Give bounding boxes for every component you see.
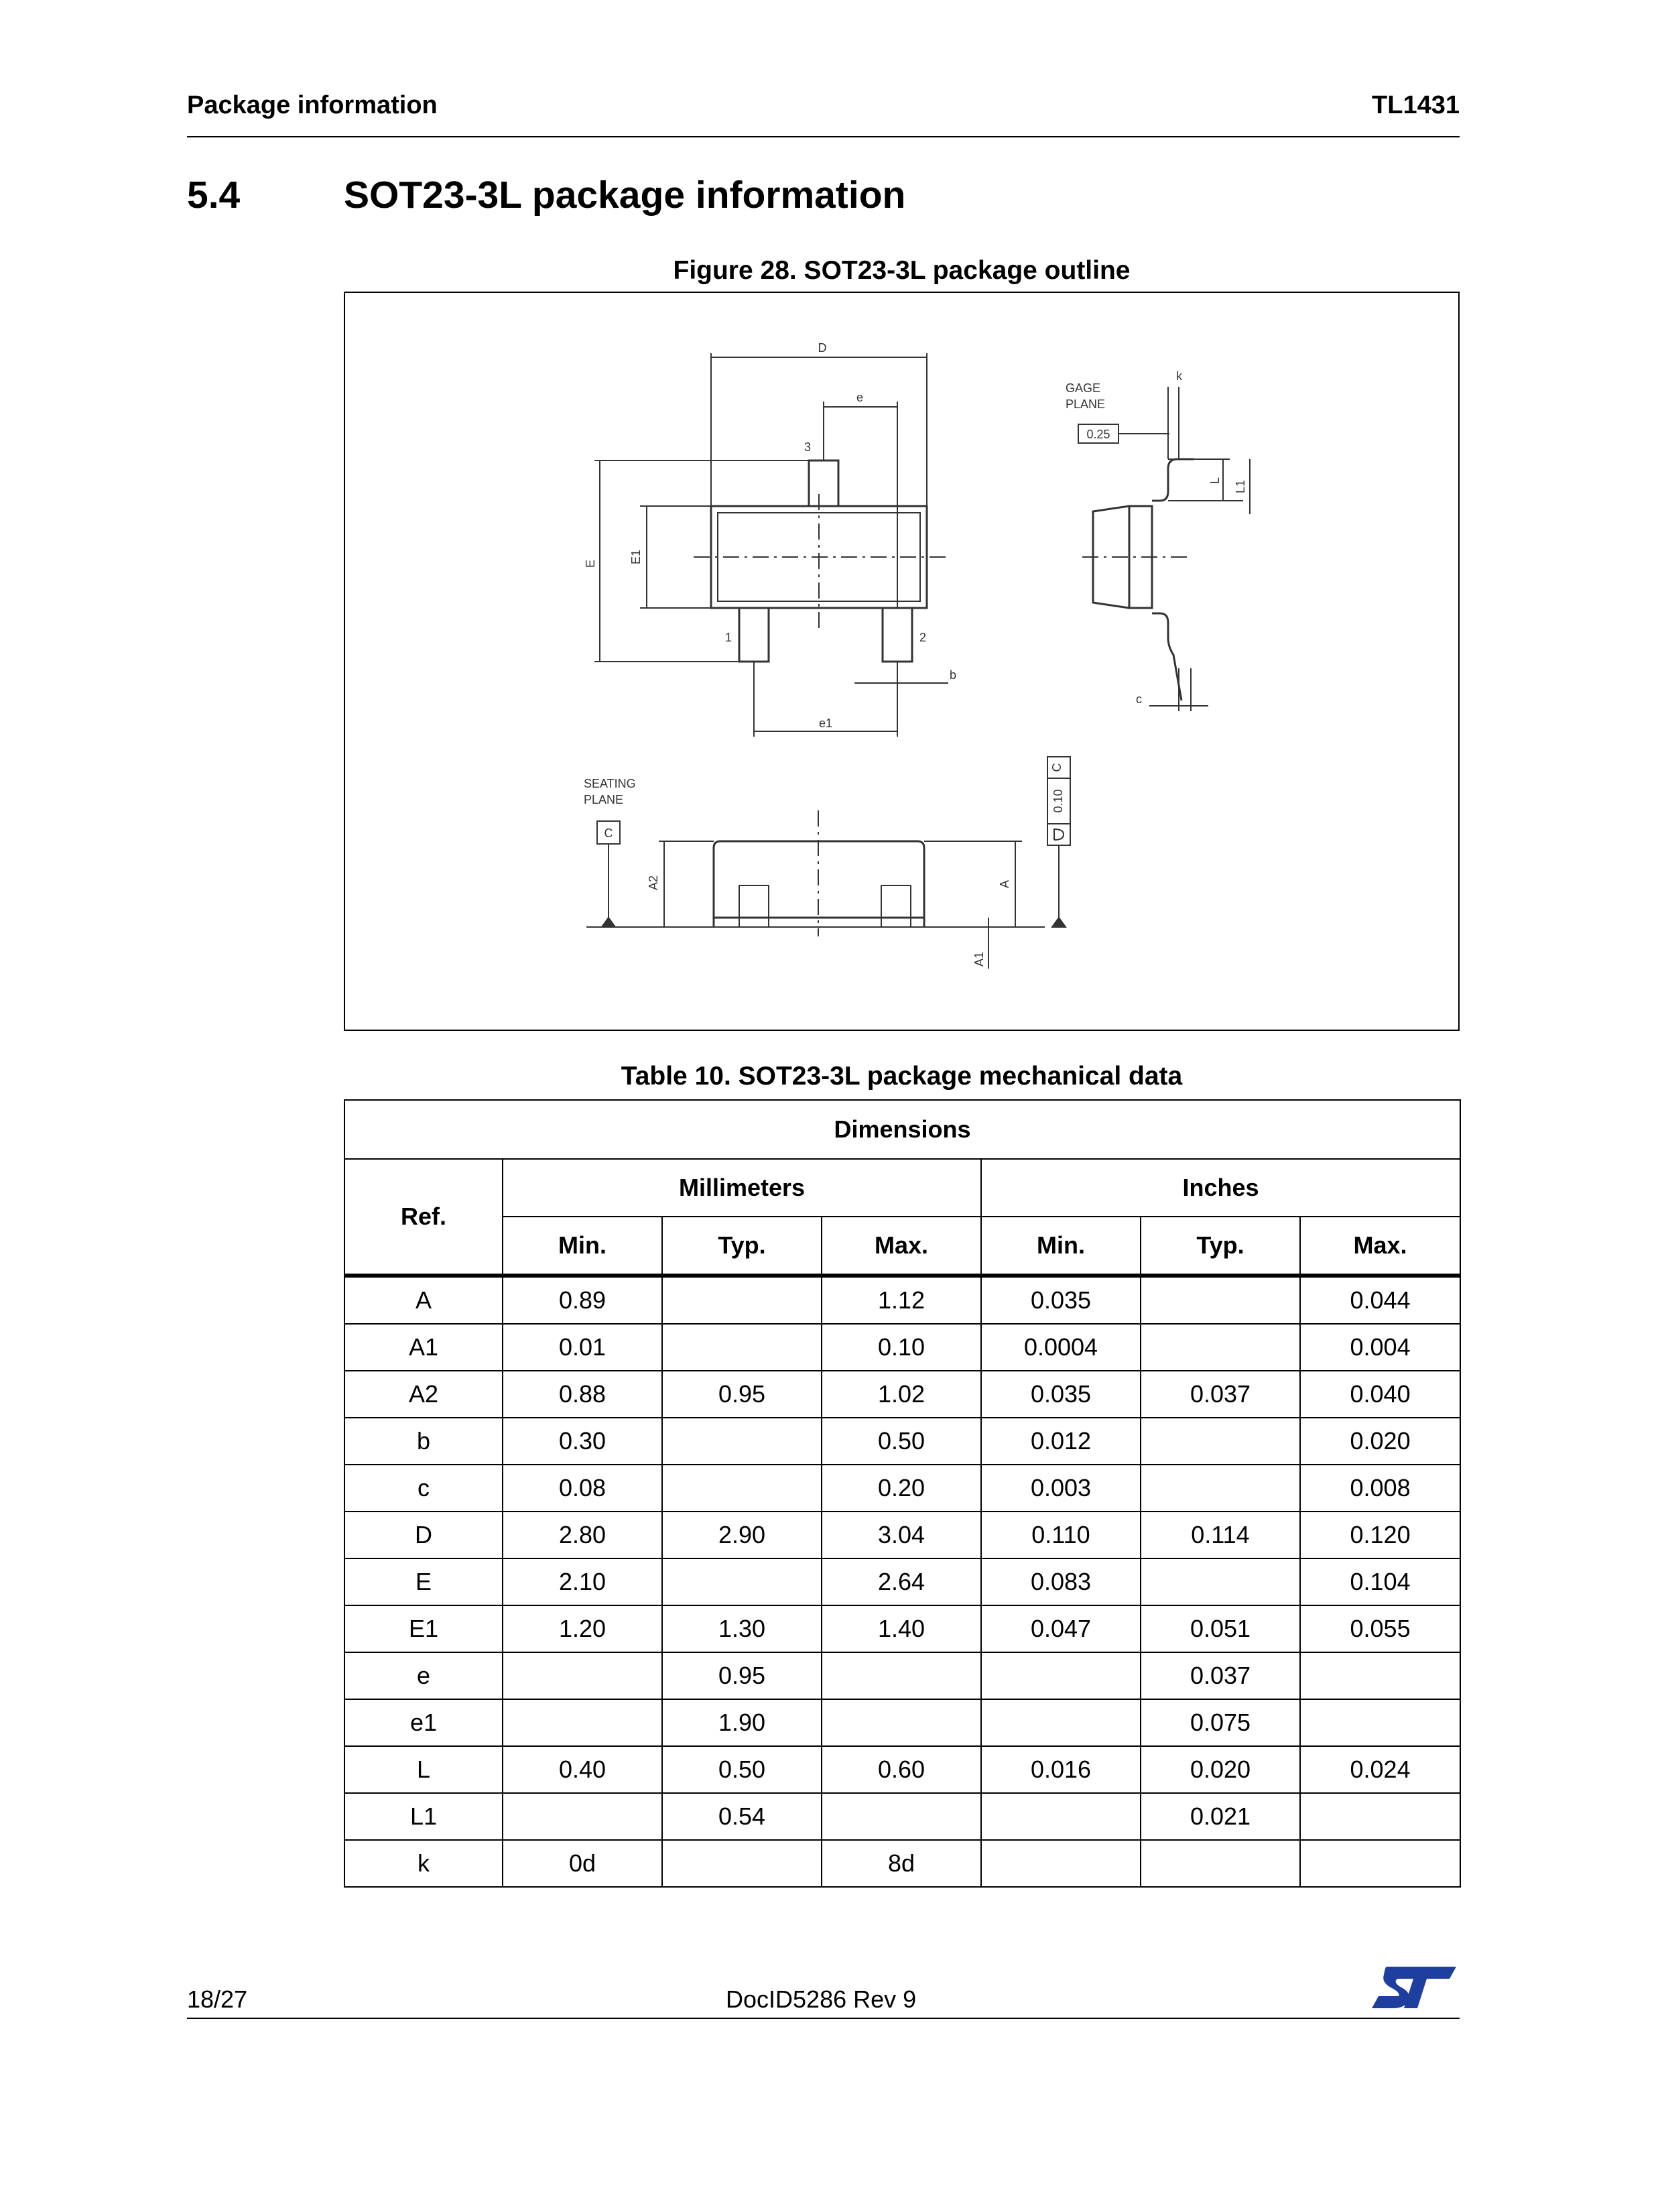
value-cell: 0.051 bbox=[1141, 1605, 1300, 1652]
value-cell: 0.60 bbox=[822, 1746, 981, 1793]
ref-cell: A bbox=[344, 1276, 503, 1324]
dimensions-header: Dimensions bbox=[344, 1100, 1460, 1159]
value-cell: 0.047 bbox=[981, 1605, 1141, 1652]
mm-typ-header: Typ. bbox=[662, 1217, 822, 1276]
value-cell: 0.89 bbox=[503, 1276, 662, 1324]
footer-divider bbox=[187, 2018, 1460, 2019]
value-cell: 1.30 bbox=[662, 1605, 822, 1652]
value-cell: 0.020 bbox=[1141, 1746, 1300, 1793]
ref-cell: A1 bbox=[344, 1324, 503, 1371]
value-cell: 0.037 bbox=[1141, 1371, 1300, 1418]
table-caption: Table 10. SOT23-3L package mechanical data bbox=[621, 1062, 1183, 1091]
label-k: k bbox=[1176, 369, 1182, 383]
value-cell bbox=[503, 1699, 662, 1746]
table-row bbox=[344, 1465, 1460, 1512]
header-section-name: Package information bbox=[187, 91, 438, 119]
value-cell: 0.037 bbox=[1141, 1652, 1300, 1699]
label-a2: A2 bbox=[647, 875, 660, 891]
value-cell: 8d bbox=[822, 1840, 981, 1887]
table-row bbox=[344, 1652, 1460, 1699]
flatness-symbol bbox=[1054, 829, 1064, 840]
mechanical-data-table bbox=[344, 1099, 1461, 1888]
ref-cell: e bbox=[344, 1652, 503, 1699]
value-cell bbox=[1141, 1558, 1300, 1605]
label-pin1: 1 bbox=[724, 631, 732, 644]
value-cell: 0.040 bbox=[1300, 1371, 1460, 1418]
label-pin2: 2 bbox=[919, 631, 927, 644]
value-cell: 0.30 bbox=[503, 1418, 662, 1465]
footer-page-number: 18/27 bbox=[187, 1985, 248, 2013]
ref-cell: c bbox=[344, 1465, 503, 1512]
value-cell bbox=[662, 1465, 822, 1512]
value-cell: 0.035 bbox=[981, 1371, 1141, 1418]
value-cell: 0.95 bbox=[662, 1652, 822, 1699]
value-cell: 0.044 bbox=[1300, 1276, 1460, 1324]
in-min-header: Min. bbox=[981, 1217, 1141, 1276]
value-cell bbox=[1141, 1276, 1300, 1324]
value-cell bbox=[822, 1699, 981, 1746]
value-cell: 0d bbox=[503, 1840, 662, 1887]
ref-cell: L bbox=[344, 1746, 503, 1793]
table-row bbox=[344, 1276, 1460, 1324]
value-cell bbox=[662, 1558, 822, 1605]
lead-top bbox=[1152, 459, 1194, 501]
value-cell bbox=[662, 1324, 822, 1371]
value-cell bbox=[662, 1418, 822, 1465]
value-cell: 0.012 bbox=[981, 1418, 1141, 1465]
value-cell: 1.02 bbox=[822, 1371, 981, 1418]
value-cell: 0.021 bbox=[1141, 1793, 1300, 1840]
in-typ-header: Typ. bbox=[1141, 1217, 1300, 1276]
value-cell: 2.64 bbox=[822, 1558, 981, 1605]
value-cell bbox=[1141, 1840, 1300, 1887]
value-cell: 0.01 bbox=[503, 1324, 662, 1371]
header-divider bbox=[187, 136, 1460, 137]
label-c: c bbox=[1136, 692, 1142, 706]
top-view bbox=[584, 341, 956, 737]
value-cell: 0.083 bbox=[981, 1558, 1141, 1605]
in-max-header: Max. bbox=[1300, 1217, 1460, 1276]
st-logo-icon bbox=[1370, 1964, 1459, 2011]
package-outline-figure bbox=[344, 292, 1460, 1031]
table-row bbox=[344, 1558, 1460, 1605]
table-row bbox=[344, 1793, 1460, 1840]
value-cell: 0.88 bbox=[503, 1371, 662, 1418]
table-row bbox=[344, 1512, 1460, 1558]
value-cell bbox=[981, 1652, 1141, 1699]
value-cell: 0.95 bbox=[662, 1371, 822, 1418]
value-cell: 0.40 bbox=[503, 1746, 662, 1793]
value-cell: 1.12 bbox=[822, 1276, 981, 1324]
value-cell bbox=[1300, 1793, 1460, 1840]
value-cell bbox=[1300, 1652, 1460, 1699]
ref-cell: e1 bbox=[344, 1699, 503, 1746]
figure-caption: Figure 28. SOT23-3L package outline bbox=[673, 256, 1131, 285]
ref-cell: E bbox=[344, 1558, 503, 1605]
footer-doc-id: DocID5286 Rev 9 bbox=[726, 1985, 917, 2013]
value-cell: 3.04 bbox=[822, 1512, 981, 1558]
value-cell: 0.016 bbox=[981, 1746, 1141, 1793]
side-view bbox=[1066, 369, 1250, 711]
table-row bbox=[344, 1605, 1460, 1652]
inches-header: Inches bbox=[981, 1159, 1460, 1217]
label-a1: A1 bbox=[972, 951, 986, 967]
ref-cell: L1 bbox=[344, 1793, 503, 1840]
table-row bbox=[344, 1324, 1460, 1371]
value-cell: 0.008 bbox=[1300, 1465, 1460, 1512]
table-row bbox=[344, 1699, 1460, 1746]
mm-max-header: Max. bbox=[822, 1217, 981, 1276]
ref-cell: D bbox=[344, 1512, 503, 1558]
front-view bbox=[584, 757, 1070, 969]
table-row bbox=[344, 1418, 1460, 1465]
value-cell: 0.50 bbox=[662, 1746, 822, 1793]
value-cell bbox=[503, 1793, 662, 1840]
value-cell: 0.055 bbox=[1300, 1605, 1460, 1652]
value-cell: 0.10 bbox=[822, 1324, 981, 1371]
value-cell: 2.90 bbox=[662, 1512, 822, 1558]
label-datum-c: C bbox=[604, 826, 613, 840]
label-gage-value: 0.25 bbox=[1086, 428, 1110, 441]
value-cell: 0.003 bbox=[981, 1465, 1141, 1512]
label-flatness: 0.10 bbox=[1051, 789, 1065, 813]
value-cell: 1.40 bbox=[822, 1605, 981, 1652]
label-flatness-ref: C bbox=[1050, 763, 1064, 772]
label-gage-2: PLANE bbox=[1066, 397, 1106, 411]
value-cell bbox=[1141, 1465, 1300, 1512]
pin-1 bbox=[739, 608, 769, 662]
value-cell: 1.20 bbox=[503, 1605, 662, 1652]
label-seating-1: SEATING bbox=[584, 777, 636, 790]
value-cell bbox=[503, 1652, 662, 1699]
value-cell bbox=[822, 1652, 981, 1699]
label-e1: e1 bbox=[818, 717, 833, 730]
mm-min-header: Min. bbox=[503, 1217, 662, 1276]
value-cell: 0.50 bbox=[822, 1418, 981, 1465]
header-part-number: TL1431 bbox=[1372, 91, 1460, 119]
ref-cell: E1 bbox=[344, 1605, 503, 1652]
value-cell: 0.110 bbox=[981, 1512, 1141, 1558]
value-cell: 0.075 bbox=[1141, 1699, 1300, 1746]
ref-cell: k bbox=[344, 1840, 503, 1887]
label-gage-1: GAGE bbox=[1066, 381, 1101, 395]
pin-3 bbox=[809, 460, 838, 506]
value-cell bbox=[981, 1793, 1141, 1840]
table-row bbox=[344, 1840, 1460, 1887]
label-seating-2: PLANE bbox=[584, 793, 624, 806]
value-cell: 0.08 bbox=[503, 1465, 662, 1512]
label-b: b bbox=[950, 668, 957, 682]
value-cell bbox=[981, 1840, 1141, 1887]
value-cell: 0.020 bbox=[1300, 1418, 1460, 1465]
value-cell bbox=[662, 1840, 822, 1887]
datum-c-triangle bbox=[602, 918, 615, 927]
value-cell: 0.0004 bbox=[981, 1324, 1141, 1371]
front-pin-2 bbox=[881, 885, 911, 927]
label-e: e bbox=[856, 391, 864, 404]
value-cell bbox=[1300, 1699, 1460, 1746]
value-cell bbox=[662, 1276, 822, 1324]
ref-cell: b bbox=[344, 1418, 503, 1465]
value-cell: 1.90 bbox=[662, 1699, 822, 1746]
label-e-total: E bbox=[584, 559, 597, 568]
table-row bbox=[344, 1371, 1460, 1418]
label-l: L bbox=[1208, 477, 1222, 485]
st-logo bbox=[1370, 1964, 1459, 2014]
label-l1: L1 bbox=[1234, 479, 1247, 494]
ref-cell: A2 bbox=[344, 1371, 503, 1418]
label-e1-body: E1 bbox=[629, 549, 643, 565]
section-number: 5.4 bbox=[187, 174, 241, 217]
ref-header: Ref. bbox=[344, 1159, 503, 1276]
value-cell bbox=[1300, 1840, 1460, 1887]
section-title: SOT23-3L package information bbox=[344, 174, 906, 217]
label-pin3: 3 bbox=[804, 440, 812, 454]
value-cell: 2.10 bbox=[503, 1558, 662, 1605]
table-row bbox=[344, 1746, 1460, 1793]
label-d: D bbox=[818, 341, 827, 355]
value-cell bbox=[981, 1699, 1141, 1746]
seating-triangle bbox=[1052, 918, 1066, 927]
package-outline-drawing bbox=[345, 293, 1461, 1032]
value-cell: 0.54 bbox=[662, 1793, 822, 1840]
value-cell: 0.024 bbox=[1300, 1746, 1460, 1793]
millimeters-header: Millimeters bbox=[503, 1159, 981, 1217]
label-a: A bbox=[998, 879, 1011, 889]
value-cell: 0.004 bbox=[1300, 1324, 1460, 1371]
value-cell: 0.035 bbox=[981, 1276, 1141, 1324]
value-cell: 0.104 bbox=[1300, 1558, 1460, 1605]
lead-bottom bbox=[1152, 613, 1181, 700]
pin-2 bbox=[883, 608, 912, 662]
value-cell: 0.20 bbox=[822, 1465, 981, 1512]
value-cell bbox=[822, 1793, 981, 1840]
value-cell: 0.114 bbox=[1141, 1512, 1300, 1558]
value-cell: 2.80 bbox=[503, 1512, 662, 1558]
value-cell: 0.120 bbox=[1300, 1512, 1460, 1558]
logo-text: ST bbox=[1415, 1994, 1417, 1995]
value-cell bbox=[1141, 1324, 1300, 1371]
front-pin-1 bbox=[739, 885, 769, 927]
value-cell bbox=[1141, 1418, 1300, 1465]
